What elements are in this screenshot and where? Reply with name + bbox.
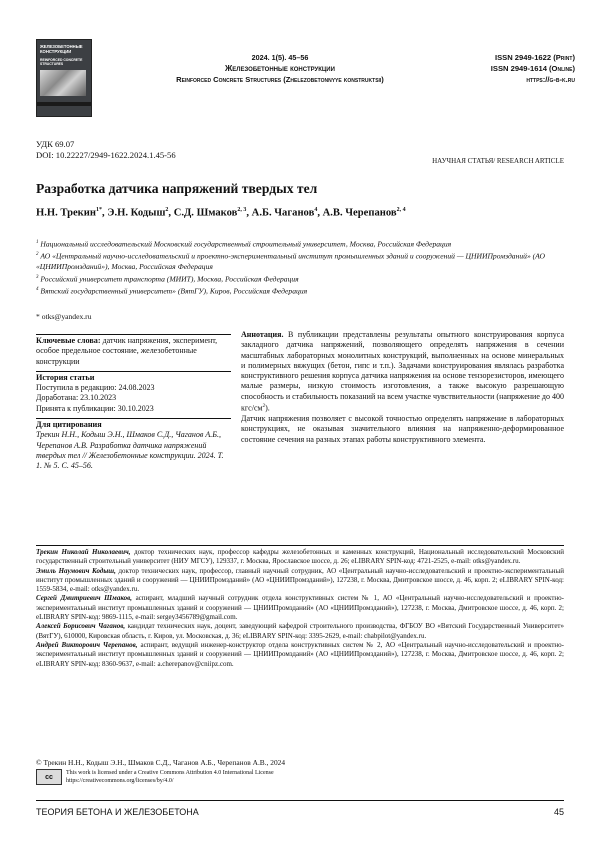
bio-item: Андрей Викторович Черепанов, аспирант, ведущий инженер-конструктор отдела конструктивных систем № 2, АО «Центральный научно-исследовательский и проектно-экспериментальный институт промышленных зданий и сооружений — ЦНИИПромзданий» (АО «ЦНИИПромзданий»), 127238, г. Москва, Дмитровское шоссе, д. 46, корп. 2; eLIBRARY SPIN-код: 8360-9637, e-mail: a.cherepanov@cniipz.com. [36,640,565,668]
history-accepted: Принята к публикации: 30.10.2023 [36,403,154,413]
corresponding-email[interactable]: * otks@yandex.ru [36,312,92,321]
author-name: А.В. Черепанов [322,207,397,219]
article-title: Разработка датчика напряжений твердых тел [36,181,318,196]
license-text [66,770,274,785]
abstract-label: Аннотация. [241,330,284,339]
license-url[interactable]: https://creativecommons.org/licenses/by/4.0/ [66,777,174,784]
article-type: НАУЧНАЯ СТАТЬЯ/ RESEARCH ARTICLE [432,157,564,165]
affiliation-item: $^4$ Вятский государственный университет» (ВятГУ), Киров, Российская Федерация [36,286,308,296]
citation-label: Для цитирования [36,420,102,430]
cover-title: ЖЕЛЕЗОБЕТОННЫЕ КОНСТРУКЦИИ [40,44,83,54]
author-name: С.Д. Шмаков [173,207,238,219]
license-line: This work is licensed under a Creative Commons Attribution 4.0 International License [66,770,274,776]
affiliation-item: $^2$ АО «Центральный научно-исследовательский и проектно-экспериментальный институт промышленных зданий и сооружений — ЦНИИПромзданий» (АО «ЦНИИПромзданий»), Москва, Российская Федерация [36,251,546,272]
affiliations [36,238,564,297]
udc: УДК 69.07 [36,139,75,149]
author-bios [36,545,564,669]
author-sup: 1* [96,207,102,213]
abstract: Аннотация. В публикации представлены результаты опытного конструирования корпуса закладного датчика напряжений, позволяющего определять напряжения в сечении масштабных лабораторных монолитных конструкций, выполненных на основе минеральных и полимерных вяжущих (бетон, гипс и т.п.). Задачами конструирования являлась разработка конструктивного решения корпуса датчика напряжения на основе тензорезисторов, имеющего малые размеры, низкую стоимость изготовления, а также высокую разрешающую способность и стабильность показаний на всем участке чувствительности (напряжение до 400 кгс/$см^2$). Датчик напряжения позволяет с высокой точностью определять напряжение в лабораторных конструкциях, не оказывая значительного влияния на напряженно-деформированное состояние сечения на разных этапах работы конструктивного элемента. [241,330,565,444]
journal-name-en: Reinforced Concrete Structures (Zhelezobetonnyye konstruktsii) [176,75,384,84]
citation-text: Трекин Н.Н., Кодыш Э.Н., Шмаков С.Д., Чаганов А.Б., Черепанов А.В. Разработка датчика напряжений твердых тел // Железобетонные конструкции. 2024. Т. 1. № 5. С. 45–56. [36,430,224,471]
abstract-p1: В публикации представлены результаты опытного конструирования корпуса закладного датчика напряжений, позволяющего определять напряжения в сечении масштабных лабораторных монолитных конструкций, выполненных на основе минеральных и полимерных вяжущих (бетон, гипс и т.п.). Задачами конструирования являлась разработка конструктивного решения корпуса датчика напряжения на основе тензорезисторов, имеющего малые размеры, низкую стоимость изготовления, а также высокую разрешающую способность и стабильность показаний на всем участке чувствительности (напряжение до 400 кгс/см [241,330,565,413]
author-name: Н.Н. Трекин [36,207,96,219]
journal-cover-thumbnail [36,39,92,117]
author-sup: 2 [165,207,169,213]
issn-block [405,52,575,85]
bio-item: Алексей Борисович Чаганов, кандидат технических наук, доцент, заведующий кафедрой строительного производства, ФГБОУ ВО «Вятский Государственный Университет» (ВятГУ), 610000, Кировская область, г. Киров, ул. Московская, д. 36; eLIBRARY SPIN-код: 3395-2629, e-mail: chabpilot@yandex.ru. [36,622,564,640]
cc-license-icon[interactable]: cc [36,769,62,785]
author-sup: 2, 4 [396,207,406,213]
cover-photo [40,70,86,96]
author-list: Н.Н. Трекин$^{1*}$, Э.Н. Кодыш$^2$, С.Д. Шмаков$^{2, 3}$, А.Б. Чаганов$^4$, А.В. Черепанов$^{2, 4}$ [36,207,406,219]
author-sup: 2, 3 [237,207,247,213]
cover-bar [37,102,91,106]
page-number: 45 [553,807,564,817]
keywords-text: датчик напряжения, эксперимент, особое предельное состояние, железобетонные конструкции [36,336,218,366]
history-revised: Доработана: 23.10.2023 [36,393,117,403]
cover-subtitle: REINFORCED CONCRETE STRUCTURES [40,58,83,66]
issn-online: ISSN 2949-1614 (Online) [490,64,575,73]
author-name: А.Б. Чаганов [251,207,315,219]
journal-name-ru: Железобетонные конструкции [225,64,335,73]
keywords-label: Ключевые слова: [36,336,101,345]
author-name: Э.Н. Кодыш [107,207,166,219]
history-label: История статьи [36,372,95,382]
bio-item: Эмиль Наумович Кодыш, доктор технических наук, профессор, главный научный сотрудник, АО «Центральный научно-исследовательский и проектно-экспериментальный институт промышленных зданий и сооружений — ЦНИИПромзданий» (АО «ЦНИИПромзданий»), 127238, г. Москва, Дмитровское шоссе, д. 46, корп. 2; eLIBRARY SPIN-код: 1559-5834, e-mail: otks@yandex.ru. [36,566,564,594]
article-sidebar [36,334,231,476]
history-received: Поступила в редакцию: 24.08.2023 [36,383,155,393]
author-sup: 4 [314,207,318,213]
copyright: © Трекин Н.Н., Кодыш Э.Н., Шмаков С.Д., Чаганов А.Б., Черепанов А.В., 2024 [36,758,286,767]
affiliation-item: $^3$ Российский университет транспорта (МИИТ), Москва, Российская Федерация [36,274,299,284]
issn-print: ISSN 2949-1622 (Print) [494,53,575,62]
abstract-p2: Датчик напряжения позволяет с высокой точностью определять напряжение в лабораторных конструкциях, не оказывая значительного влияния на напряженно-деформированное состояние сечения на разных этапах работы конструктивного элемента. [241,414,564,444]
footer-divider [36,800,564,801]
issue-info: 2024. 1(5). 45–56 [251,53,309,62]
citation-block [36,418,231,471]
bio-item: Сергей Дмитриевич Шмаков, аспирант, младший научный сотрудник отдела конструктивных систем № 1, АО «Центральный научно-исследовательский и проектно-экспериментальный институт промышленных зданий и сооружений — ЦНИИПромзданий» (АО «ЦНИИПромзданий»), 127238, г. Москва, Дмитровское шоссе, д. 46, корп. 2; eLIBRARY SPIN-код: 9869-1115, e-mail: sergey3456789@gmail.com. [36,594,564,622]
article-meta [36,139,176,160]
doi[interactable]: DOI: 10.22227/2949-1622.2024.1.45-56 [36,149,176,160]
journal-header [130,52,430,85]
keywords-block [36,334,231,367]
affiliation-item: $^1$ Национальный исследовательский Московский государственный строительный университет, Москва, Российская Федерация [36,239,452,249]
history-block [36,371,231,414]
bio-item: Трекин Николай Николаевич, доктор технических наук, профессор кафедры железобетонных и каменных конструкций, Национальный исследовательский Московский государственный строительный университет (НИУ МГСУ), 129337, г. Москва, Ярославское шоссе, д. 26; eLIBRARY SPIN-код: 4721-2525, e-mail: otks@yandex.ru. [36,548,564,566]
footer-journal: ТЕОРИЯ БЕТОНА И ЖЕЛЕЗОБЕТОНА [36,807,199,817]
journal-url[interactable]: https://g-b-k.ru [526,75,575,84]
